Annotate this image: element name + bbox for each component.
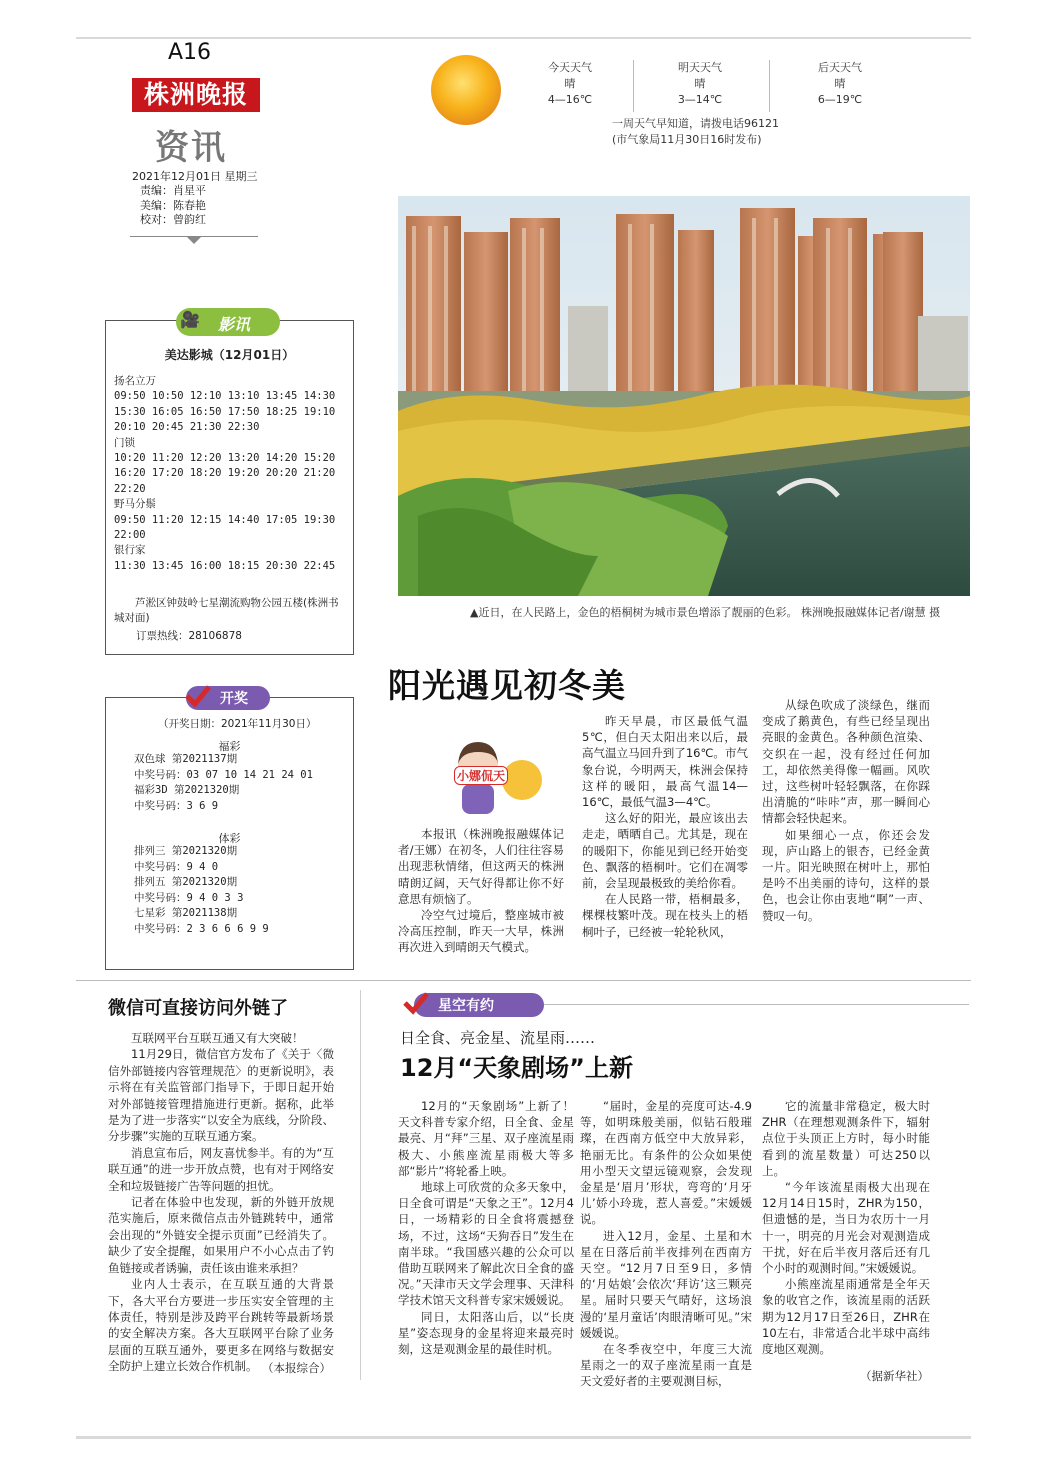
top-border [76, 37, 971, 39]
credits [140, 184, 206, 228]
weather-hotline: 一周天气早知道，请拨电话96121 [612, 117, 779, 130]
fucai-line: 中奖号码：03 07 10 14 21 24 01 [134, 768, 313, 781]
fucai-line: 福彩3D 第2021320期 [134, 784, 240, 797]
paragraph: 这么好的阳光，最应该出去走走，晒晒自己。尤其是，现在的暖阳下，你能见到已经开始变色、飘落的梧桐叶。它们在凋零前，会呈现最极致的美给你看。 [582, 811, 748, 891]
ticai-line: 中奖号码：9 4 0 3 3 [134, 891, 244, 904]
ticai-line: 七星彩 第2021138期 [134, 907, 238, 920]
draw-date: （开奖日期：2021年11月30日） [158, 718, 317, 730]
paragraph: 业内人士表示，在互联互通的大背景下，各大平台方要进一步压实安全管理的主体责任，特别是涉及跨平台跳转等最新场景的安全解决方案。各大互联网平台除了业务层面的互联互通外，要更多在网络与数据安全防护上建立长效合作机制。 [108, 1277, 334, 1374]
weather-divider [769, 60, 770, 112]
bottom-border [76, 1436, 971, 1439]
star-tag-rule [544, 1004, 969, 1005]
ticai-list [134, 844, 269, 938]
check-icon [402, 991, 432, 1015]
film-times: 10:20 11:20 12:20 13:20 14:20 15:20 16:20 17:20 18:20 19:20 20:20 21:20 22:20 [114, 452, 336, 495]
paragraph: “今年该流星雨极大出现在12月14日15时，ZHR为150，但遗憾的是，当日为农历十一月十一，明亮的月光会对观测造成干扰，好在后半夜月落后还有几个小时的观测时间。”宋媛媛说。 [762, 1180, 930, 1276]
weather-after [795, 60, 885, 108]
paragraph: “届时，金星的亮度可达-4.9等，如明珠般美丽，似钻石般璀璨，在西南方低空中大放异彩，艳丽无比。有条件的公众如果使用小型天文望远镜观察，会发现金星是‘眉月’形状，弯弯的‘月牙儿’娇小玲珑，惹人喜爱。”宋媛媛说。 [580, 1099, 752, 1227]
column-tag: 小娜侃天 [454, 766, 508, 785]
film-times: 09:50 10:50 12:10 13:10 13:45 14:30 15:30 16:05 16:50 17:50 18:25 19:10 20:10 20:45 21:30 22:30 [114, 390, 336, 434]
fucai-line: 双色球 第2021137期 [134, 753, 238, 765]
paragraph: 在人民路一带，梧桐最多，棵棵枝繁叶茂。现在枝头上的梧桐叶子，已经被一轮轮秋风， [582, 892, 748, 939]
paragraph: 互联网平台互联互通又有大突破！ [131, 1031, 304, 1045]
main-col-1 [398, 826, 564, 956]
film-title: 野马分鬃 [114, 498, 156, 511]
column-divider [360, 990, 361, 1380]
weather-tomorrow-temp: 3—14℃ [677, 93, 723, 106]
weather-source: (市气象局11月30日16时发布) [612, 133, 762, 146]
paragraph: 进入12月，金星、土星和木星在日落后前半夜排列在西南方天空。“12月7日至9日，多情的‘月姑娘’会依次‘拜访’这三颗亮星。届时只要天气晴好，这场浪漫的‘星月童话’肉眼清晰可见。”宋媛媛说。 [580, 1228, 752, 1340]
star-tag: 星空有约 [438, 998, 494, 1014]
paragraph: 12月的“天象剧场”上新了！天文科普专家介绍，日全食、金星最亮、月“拜”三星、双子座流星雨极大、小熊座流星雨极大等多部“影片”将轮番上映。 [398, 1099, 574, 1178]
cinema-tag: 影讯 [218, 315, 251, 334]
paragraph: 在冬季夜空中，年度三大流星雨之一的双子座流星雨一直是天文爱好者的主要观测目标， [580, 1342, 752, 1389]
weather-today-temp: 4—16℃ [547, 93, 593, 106]
weather-today-label: 今天天气 [548, 61, 592, 74]
cinema-hotline: 订票热线：28106878 [136, 630, 242, 642]
weather-after-temp: 6—19℃ [817, 93, 863, 106]
ticai-title: 体彩 [218, 832, 241, 845]
weather-divider [633, 60, 634, 112]
section-divider [76, 980, 971, 981]
projector-icon: 🎥 [180, 310, 200, 329]
weather-today [525, 60, 615, 108]
page-number: A16 [168, 40, 212, 65]
ticai-line: 排列三 第2021320期 [134, 845, 238, 857]
masthead-pointer [186, 236, 202, 244]
paragraph: 冷空气过境后，整座城市被冷高压控制，昨天一大早，株洲再次进入到晴朗天气模式。 [398, 908, 564, 955]
issue-date: 2021年12月01日 星期三 [132, 170, 258, 183]
star-source: （据新华社） [860, 1369, 929, 1383]
wechat-body [108, 1030, 334, 1375]
wechat-headline: 微信可直接访问外链了 [108, 998, 288, 1019]
fucai-list [134, 752, 313, 814]
city-photo [398, 196, 970, 596]
section-title: 资讯 [155, 128, 227, 168]
main-col-3 [762, 697, 930, 924]
star-col-2 [580, 1098, 752, 1390]
film-times: 11:30 13:45 16:00 18:15 20:30 22:45 [114, 559, 336, 572]
cinema-address: 芦淞区钟鼓岭七星潮流购物公园五楼(株洲书城对面) [114, 597, 339, 624]
paragraph: 小熊座流星雨通常是全年天象的收官之作，该流星雨的活跃期为12月17日至26日，ZHR在10左右，非常适合北半球中高纬度地区观测。 [762, 1277, 930, 1357]
main-headline: 阳光遇见初冬美 [388, 666, 626, 705]
paragraph: 消息宣布后，网友喜忧参半。有的为“互联互通”的进一步开放点赞，也有对于网络安全和垃圾链接广告等问题的担忧。 [108, 1145, 334, 1193]
film-title: 门锁 [114, 436, 135, 449]
paragraph: 如果细心一点，你还会发现，庐山路上的银杏，已经金黄一片。阳光映照在树叶上，那怕是吟不出美丽的诗句，这样的景色，也会让你由衷地“啊”一声、赞叹一句。 [762, 827, 930, 923]
weather-after-label: 后天天气 [818, 61, 862, 74]
film-title: 银行家 [114, 544, 146, 557]
paragraph: 本报讯（株洲晚报融媒体记者/王娜）在初冬，人们往往容易出现悲秋情绪，但这两天的株洲晴朗辽阔，天气好得都让你不好意思有烦恼了。 [398, 827, 564, 906]
star-subhead: 日全食、亮金星、流星雨…… [400, 1029, 596, 1047]
paragraph: 从绿色吹成了淡绿色，继而变成了鹅黄色，有些已经呈现出亮眼的金黄色。各种颜色渲染、交织在一起，没有经过任何加工，却依然美得像一幅画。风吹过，这些树叶轻轻飘落，在你踩出清脆的“咔咔”声，那一瞬间心情都会轻快起来。 [762, 698, 930, 826]
photo-caption: ▲近日，在人民路上，金色的梧桐树为城市景色增添了靓丽的色彩。 株洲晚报融媒体记者/谢慧 摄 [470, 606, 941, 619]
sun-icon [428, 52, 504, 128]
ticai-line: 中奖号码：9 4 0 [134, 860, 219, 873]
paragraph: 地球上可欣赏的众多天象中，日全食可谓是“天象之王”。12月4日，一场精彩的日全食将震撼登场，不过，这场“天狗吞日”发生在南半球。“我国感兴趣的公众可以借助互联网来了解此次日全食的盛况。”天津市天文学会理事、天津科学技术馆天文科普专家宋媛媛说。 [398, 1180, 574, 1308]
weather-tomorrow-label: 明天天气 [678, 61, 722, 74]
check-icon [184, 684, 212, 708]
star-col-3 [762, 1098, 930, 1357]
credit-designer: 美编：陈春艳 [140, 198, 206, 212]
weather-tomorrow [655, 60, 745, 108]
credit-editor: 责编：肖星平 [140, 184, 206, 197]
film-title: 扬名立万 [114, 375, 156, 387]
main-col-2 [582, 713, 748, 940]
weather-today-cond: 晴 [564, 77, 576, 90]
paragraph: 记者在体验中也发现，新的外链开放规范实施后，原来微信点击外链跳转中，通常会出现的“外链安全提示页面”已经消失了。缺少了安全提醒，如果用户不小心点击了钓鱼链接或者诱骗，责任该由谁来承担？ [108, 1195, 334, 1275]
paragraph: 昨天早晨，市区最低气温5℃，但白天太阳出来以后，最高气温立马回升到了16℃。市气象台说，今明两天，株洲会保持这样的暖阳，最高气温14—16℃，最低气温3—4℃。 [582, 714, 748, 810]
ticai-line: 排列五 第2021320期 [134, 876, 238, 889]
paragraph: 11月29日，微信官方发布了《关于〈微信外部链接内容管理规范〉的更新说明》，表示将在有关监管部门指导下，于即日起开始对外部链接管理措施进行更新。据称，此举是为了进一步落实“以安全为底线，分阶段、分步骤”实施的互联互通方案。 [108, 1047, 334, 1144]
lottery-tag: 开奖 [220, 691, 248, 707]
wechat-source: （本报综合） [262, 1361, 331, 1375]
film-list [114, 374, 346, 574]
star-headline: 12月“天象剧场”上新 [400, 1054, 633, 1082]
paragraph: 同日，太阳落山后，以“长庚星”姿态现身的金星将迎来最亮时刻，这是观测金星的最佳时机。 [398, 1309, 574, 1357]
paragraph: 它的流量非常稳定，极大时ZHR（在理想观测条件下，辐射点位于头顶正上方时，每小时能看到的流星数量）可达250以上。 [762, 1099, 930, 1178]
credit-proofreader: 校对：曾韵红 [140, 213, 206, 226]
cinema-name: 美达影城（12月01日） [164, 348, 295, 362]
paper-logo: 株洲晚报 [132, 78, 260, 112]
fucai-title: 福彩 [218, 740, 241, 753]
ticai-line: 中奖号码：2 3 6 6 6 9 9 [134, 922, 269, 935]
star-col-1 [398, 1098, 574, 1357]
film-times: 09:50 11:20 12:15 14:40 17:05 19:30 22:00 [114, 513, 336, 542]
weather-after-cond: 晴 [834, 77, 846, 90]
fucai-line: 中奖号码：3 6 9 [134, 799, 219, 812]
weather-tomorrow-cond: 晴 [694, 77, 706, 90]
